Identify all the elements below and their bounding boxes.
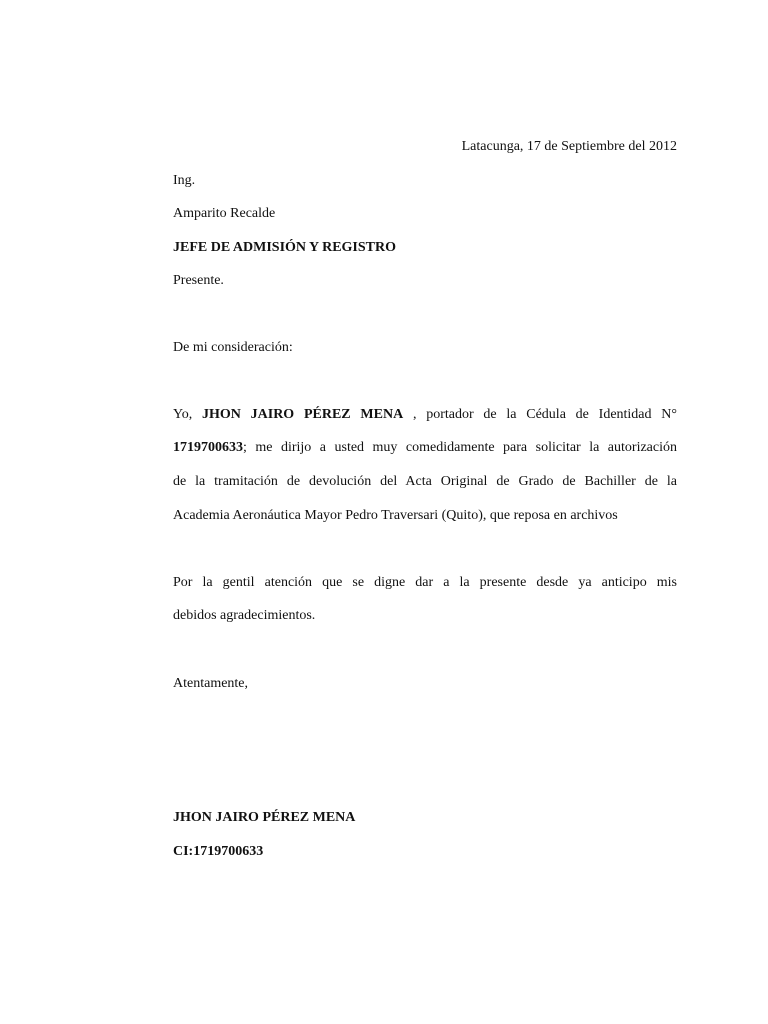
- signature-name: JHON JAIRO PÉREZ MENA: [173, 810, 356, 825]
- place-date: Latacunga, 17 de Septiembre del 2012: [461, 139, 677, 154]
- body1-line2: [173, 440, 677, 456]
- signature-ci: CI:1719700633: [173, 844, 264, 859]
- recipient-presente: Presente.: [173, 273, 224, 288]
- body1-line3: de la tramitación de devolución del Acta Original de Grado de Bachiller de la: [173, 474, 677, 489]
- sender-id-inline: 1719700633: [173, 440, 243, 455]
- body2-line1: Por la gentil atención que se digne dar a la presente desde ya anticipo mis: [173, 575, 677, 590]
- body1-line1: [173, 407, 677, 423]
- body1-line1-pre: Yo,: [173, 407, 202, 422]
- body1-line4: Academia Aeronáutica Mayor Pedro Traversari (Quito), que reposa en archivos: [173, 508, 618, 523]
- sender-name-inline: JHON JAIRO PÉREZ MENA: [201, 407, 404, 422]
- body2-line2: debidos agradecimientos.: [173, 608, 316, 623]
- body1-line2-post: ; me dirijo a usted muy comedidamente para solicitar la autorización: [243, 440, 677, 455]
- recipient-position: JEFE DE ADMISIÓN Y REGISTRO: [173, 240, 397, 255]
- recipient-name: Amparito Recalde: [173, 206, 276, 221]
- closing: Atentamente,: [173, 676, 249, 691]
- salutation: De mi consideración:: [173, 340, 293, 355]
- recipient-title: Ing.: [173, 173, 196, 188]
- body1-line1-post: , portador de la Cédula de Identidad N°: [403, 407, 677, 422]
